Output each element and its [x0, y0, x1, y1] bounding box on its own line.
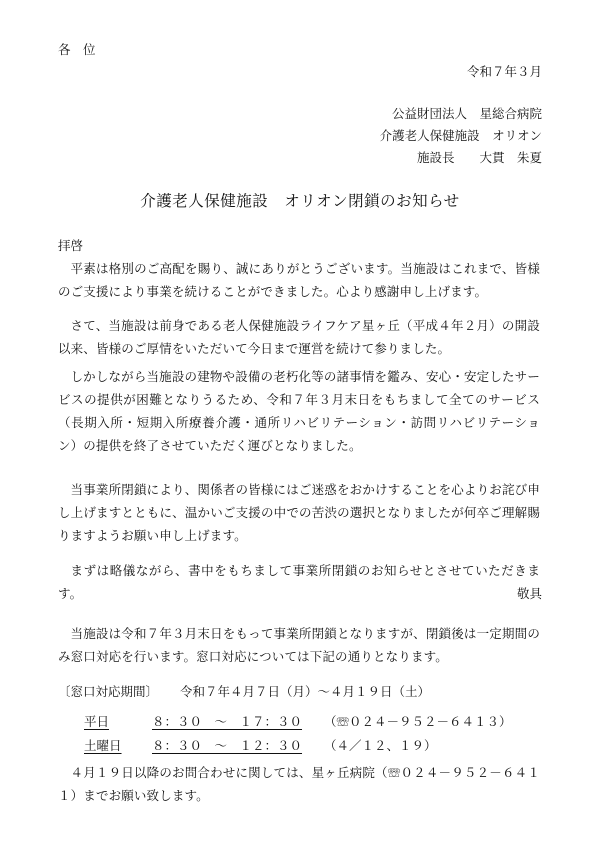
issue-date: 令和７年３月	[466, 64, 542, 79]
saturday-hours-row	[84, 736, 437, 754]
body-paragraph-5: まずは略儀ながら、書中をもちまして事業所閉鎖のお知らせとさせていただきます。	[58, 563, 540, 601]
inquiry-paragraph: ４月１９日以降のお問合わせに関しては、星ヶ丘病院（☏０２４－９５２－６４１１）までお願い致します。	[58, 765, 540, 803]
body-paragraph-3: しかしながら当施設の建物や設備の老朽化等の諸事情を鑑み、安心・安定したサービスの提供が困難となりうるため、令和７年３月末日をもちまして全てのサービス（長期入所・短期入所療養介護・通所リハビリテーション・訪問リハビリテーション）の提供を終了させていただく運びとなりました。	[58, 369, 540, 453]
body-paragraph-1: 平素は格別のご高配を賜り、誠にありがとうございます。当施設はこれまで、皆様のご支援により事業を続けることができました。心より感謝申し上げます。	[58, 261, 540, 299]
greeting: 拝啓	[58, 238, 84, 253]
notice-paragraph: 当施設は令和７年３月末日をもって事業所閉鎖となりますが、閉鎖後は一定期間のみ窓口対応を行います。窓口対応については下記の通りとなります。	[58, 626, 540, 664]
body-paragraph-2: さて、当施設は前身である老人保健施設ライフケア星ヶ丘（平成４年２月）の開設以来、皆様のご厚情をいただいて今日まで運営を続けて参りました。	[58, 318, 540, 356]
sender-director: 施設長 大貫 朱夏	[416, 150, 542, 165]
addressee: 各 位	[58, 42, 96, 57]
weekday-hours-row	[84, 712, 512, 730]
closing-word: 敬具	[516, 586, 542, 601]
body-paragraph-4: 当事業所閉鎖により、関係者の皆様にはご迷惑をおかけすることを心よりお詫び申し上げますとともに、温かいご支援の中での苦渋の選択となりましたが何卒ご理解賜りますようお願い申し上げます。	[58, 482, 540, 543]
weekday-hours: ８：３０ ～ １７：３０	[152, 714, 303, 729]
window-period-label: 〔窓口対応期間〕	[58, 684, 159, 699]
window-period-value: 令和７年４月７日（月）～４月１９日（土）	[179, 684, 430, 699]
saturday-hours: ８：３０ ～ １２：３０	[152, 738, 303, 753]
weekday-phone: （☏０２４－９５２－６４１３）	[323, 714, 512, 729]
sender-organization: 公益財団法人 星総合病院	[391, 106, 542, 121]
saturday-label: 土曜日	[84, 738, 122, 753]
weekday-label: 平日	[84, 714, 110, 729]
window-period-row	[58, 682, 430, 700]
document-title: 介護老人保健施設 オリオン閉鎖のお知らせ	[140, 192, 460, 210]
sender-facility: 介護老人保健施設 オリオン	[379, 128, 542, 143]
saturday-dates: （４／１２、１９）	[323, 738, 437, 753]
